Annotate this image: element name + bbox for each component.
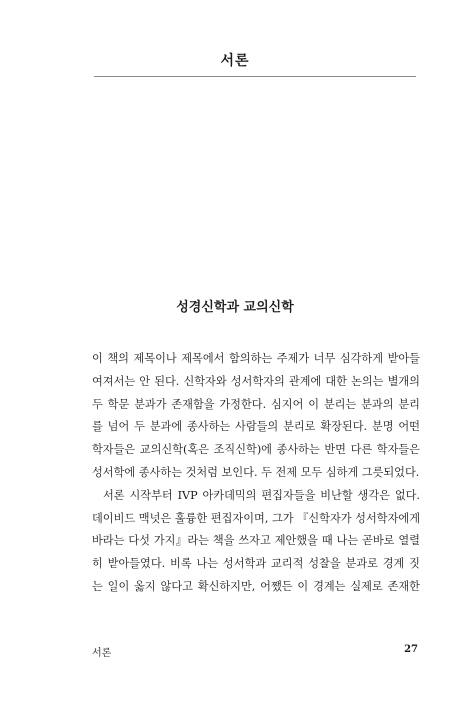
body-line: 를 넘어 두 분과에 종사하는 사람들의 분리로 확장된다. 분명 어떤 xyxy=(92,420,420,434)
body-line: 데이비드 맥넛은 훌륭한 편집자이며, 그가 『신학자가 성서학자에게 xyxy=(92,511,420,525)
footer-section-name: 서론 xyxy=(92,648,112,659)
section-heading: 성경신학과 교의신학 xyxy=(176,300,294,315)
header-rule xyxy=(94,76,416,77)
body-text xyxy=(92,348,420,599)
page-number: 27 xyxy=(404,644,418,655)
body-line: 여져서는 안 된다. 신학자와 성서학자의 관계에 대한 논의는 별개의 xyxy=(92,374,420,388)
body-line: 히 받아들였다. 비록 나는 성서학과 교리적 성찰을 분과로 경계 짓 xyxy=(92,557,420,571)
body-line: 성서학에 종사하는 것처럼 보인다. 두 전제 모두 심하게 그릇되었다. xyxy=(92,465,420,479)
body-line: 두 학문 분과가 존재함을 가정한다. 심지어 이 분리는 분과의 분리 xyxy=(92,397,420,411)
running-title: 서론 xyxy=(220,53,250,69)
body-line: 이 책의 제목이나 제목에서 함의하는 주제가 너무 심각하게 받아들 xyxy=(92,352,420,365)
body-line: 서론 시작부터 IVP 아카데믹의 편집자들을 비난할 생각은 없다. xyxy=(103,488,420,502)
body-line: 바라는 다섯 가지』라는 책을 쓰자고 제안했을 때 나는 곧바로 열렬 xyxy=(92,534,420,548)
body-line: 는 일이 옳지 않다고 확신하지만, 어쨌든 이 경계는 실제로 존재한 xyxy=(92,579,420,593)
body-line: 학자들은 교의신학(혹은 조직신학)에 종사하는 반면 다른 학자들은 xyxy=(92,443,420,457)
